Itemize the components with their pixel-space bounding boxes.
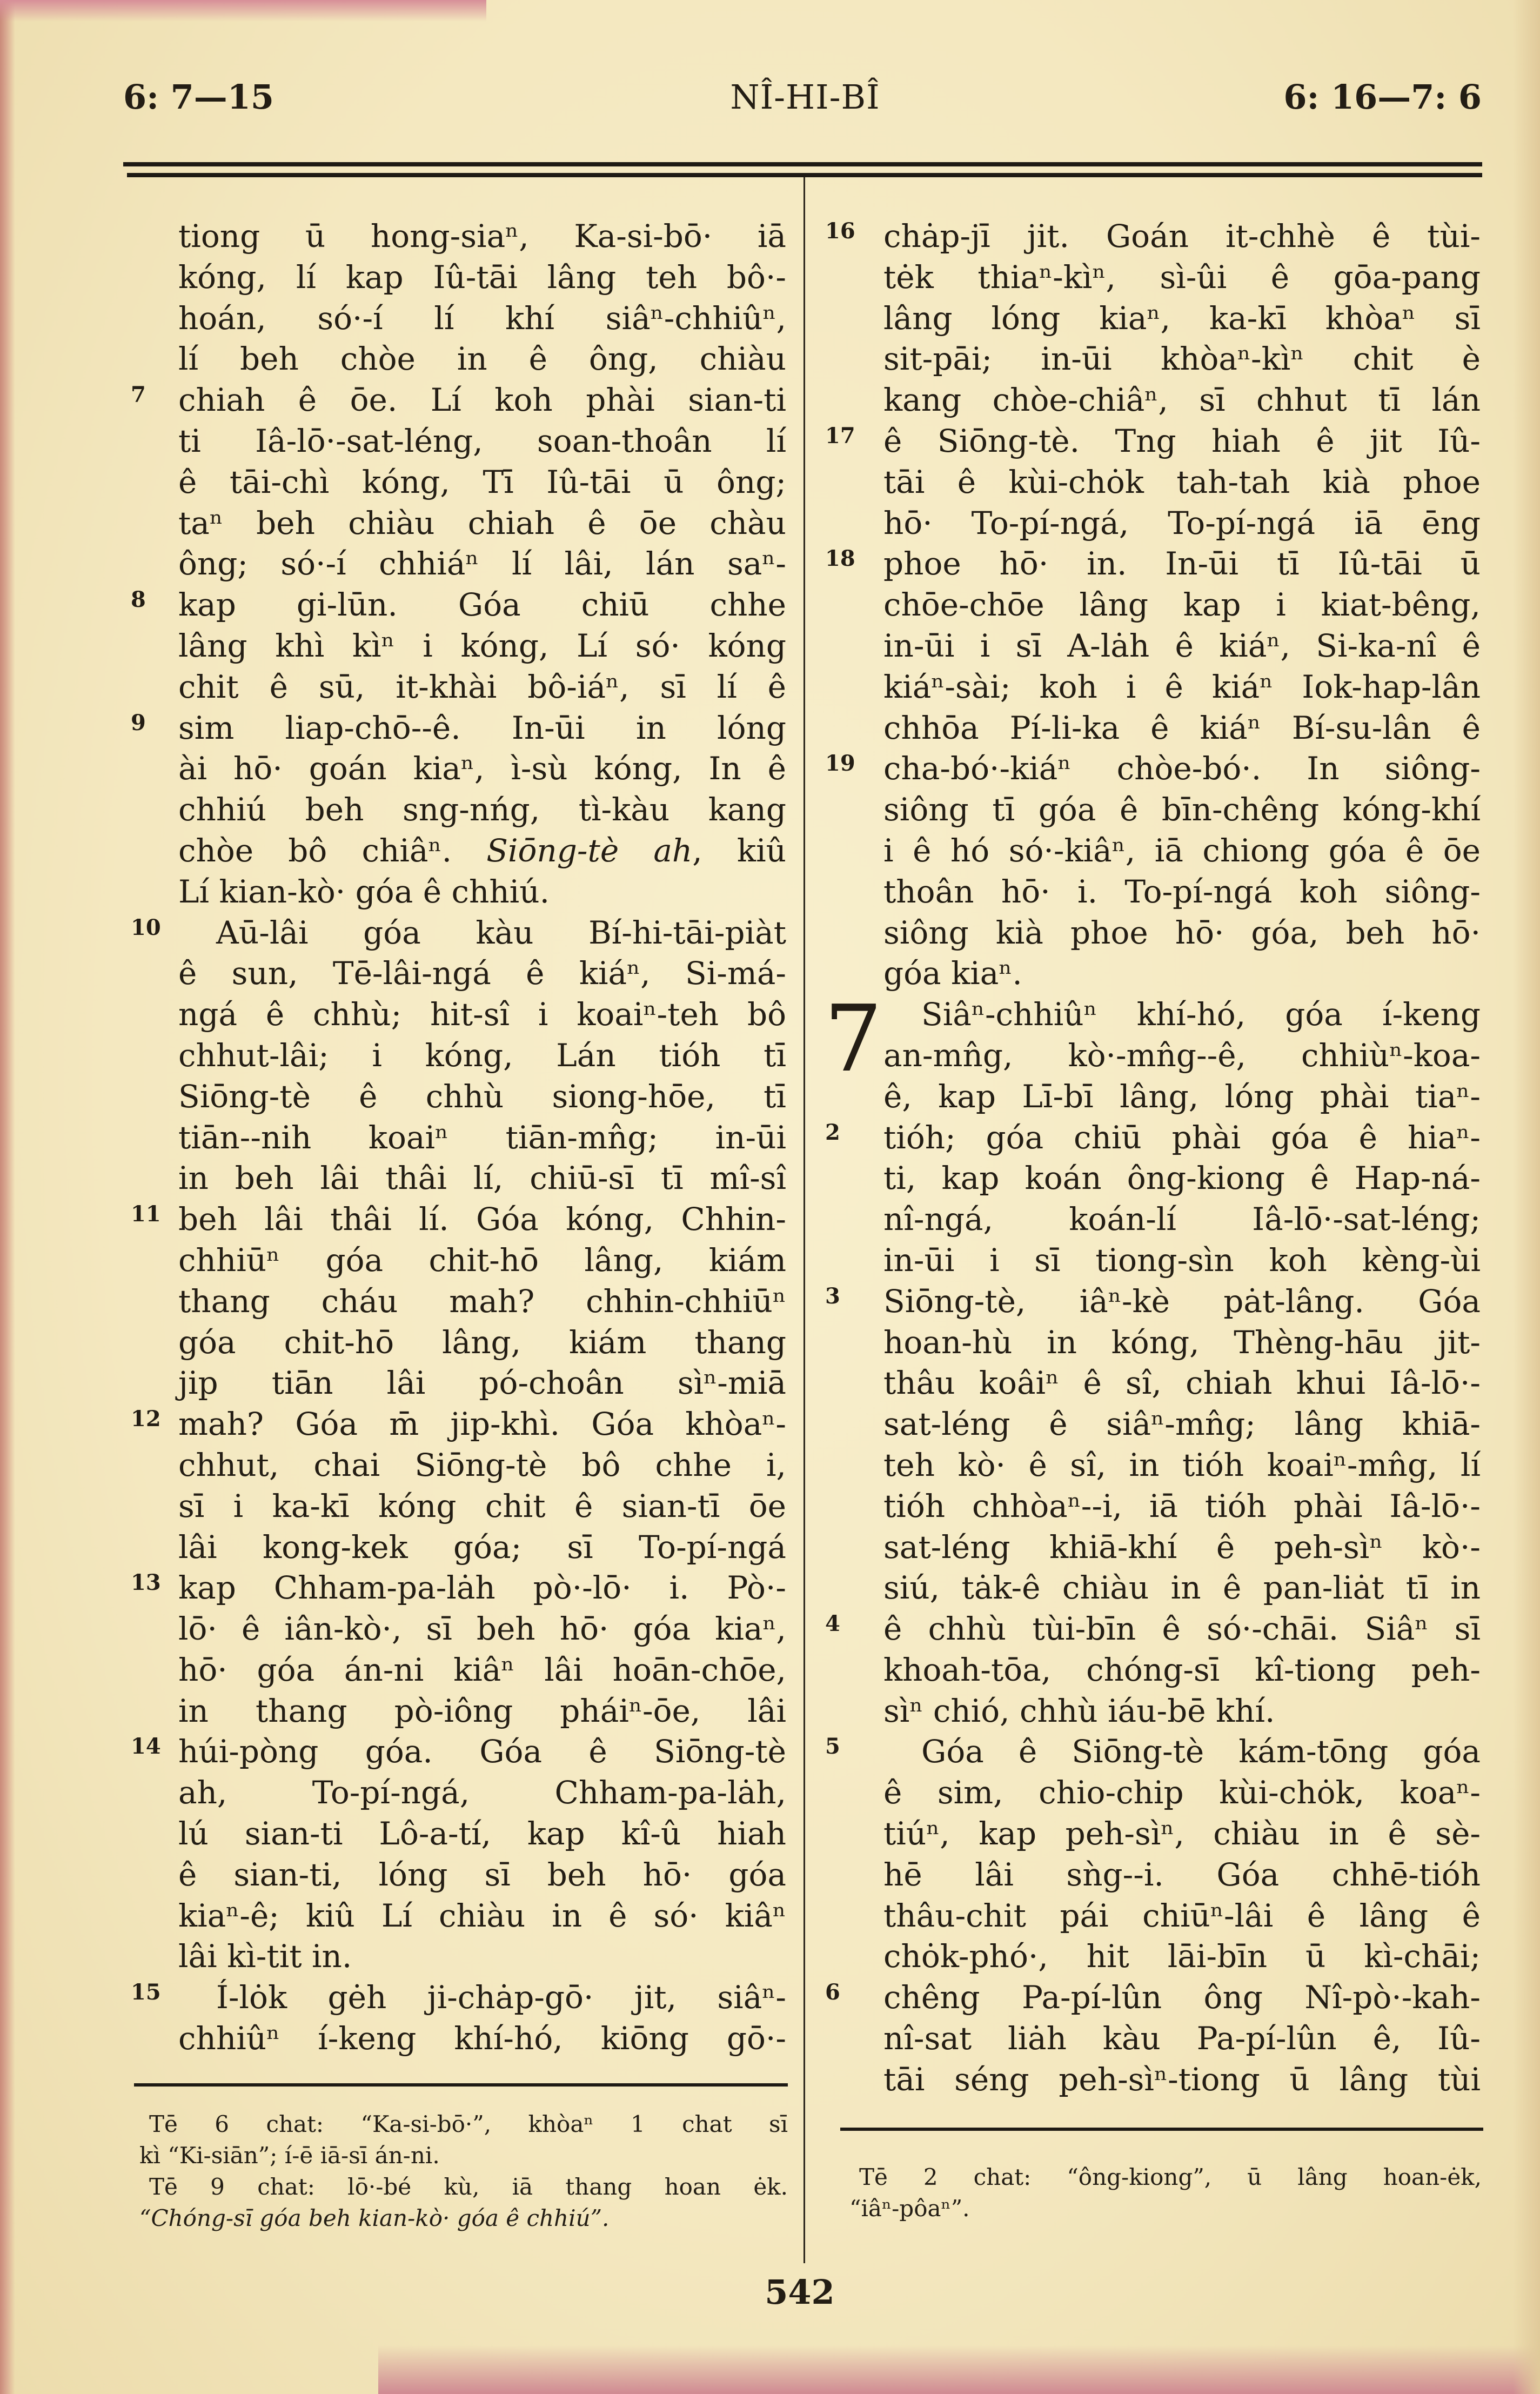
verse-number: 3	[825, 1283, 840, 1309]
line-text: góa chit-hō lâng, kiám thang	[178, 1323, 786, 1361]
text-line	[178, 667, 786, 708]
text-line	[825, 216, 1481, 257]
line-text: thang cháu mah? chhin-chhiūⁿ	[178, 1282, 786, 1320]
verse-number: 9	[131, 710, 146, 735]
text-line	[178, 1609, 786, 1650]
line-text: thâu koâiⁿ ê sî, chiah khui Iâ-lō·-	[883, 1365, 1481, 1402]
text-line	[178, 872, 786, 913]
text-line	[883, 667, 1481, 708]
text-line	[131, 585, 786, 626]
verse-number: 5	[825, 1734, 840, 1760]
text-line	[178, 1936, 786, 1977]
text-line	[883, 1486, 1481, 1527]
line-text: chhōa Pí-li-ka ê kiáⁿ Bí-su-lân ê	[883, 709, 1481, 746]
text-line	[883, 1568, 1481, 1609]
footnote-line: “iâⁿ-pôaⁿ”.	[849, 2195, 970, 2222]
text-line	[131, 380, 786, 421]
line-text: kiaⁿ-ê; kiû Lí chiàu in ê só· kiâⁿ	[178, 1897, 786, 1934]
left-text-column	[131, 216, 786, 2059]
line-text: mah? Góa m̄ jip-khì. Góa khòaⁿ-	[178, 1406, 786, 1443]
line-text: in-ūi i sī tiong-sìn koh kèng-ùi	[883, 1241, 1481, 1279]
line-text: kiáⁿ-sài; koh i ê kiáⁿ Iok-hap-lân	[883, 668, 1481, 705]
running-head-book-title: NÎ-HI-BÎ	[730, 77, 880, 117]
line-text: in beh lâi thâi lí, chiū-sī tī mî-sî	[178, 1160, 786, 1197]
text-line	[825, 1977, 1481, 2018]
line-text: góa kiaⁿ.	[883, 955, 1022, 992]
text-line	[883, 953, 1481, 994]
text-line	[131, 708, 786, 749]
line-text: sim liap-chō--ê. In-ūi in lóng	[178, 709, 786, 746]
text-line	[883, 298, 1481, 339]
footnote-line: Tē 2 chat: “ông-kiong”, ū lâng hoan-ėk,	[859, 2164, 1482, 2190]
text-line	[178, 544, 786, 585]
text-line	[178, 1281, 786, 1322]
footnote-line: “Chóng-sī góa beh kian-kò· góa ê chhiú”.	[139, 2205, 610, 2231]
line-text: thâu-chit pái chiūⁿ-lâi ê lâng ê	[883, 1897, 1481, 1934]
verse-number: 13	[131, 1570, 161, 1596]
footnote-line: kì “Ki-siān”; í-ē iā-sī án-ni.	[139, 2142, 440, 2169]
text-line	[131, 1404, 786, 1445]
line-text: sìⁿ chió, chhù iáu-bē khí.	[883, 1692, 1275, 1729]
text-line	[883, 585, 1481, 626]
text-line	[178, 1486, 786, 1527]
right-text-column	[824, 216, 1481, 2101]
line-text: ê, kap Lī-bī lâng, lóng phài tiaⁿ-	[883, 1078, 1481, 1115]
text-line	[883, 1855, 1481, 1896]
verse-number: 10	[131, 914, 161, 940]
running-head-right-reference: 6: 16—7: 6	[1283, 77, 1482, 117]
text-line	[883, 1158, 1481, 1199]
line-text: chhut, chai Siōng-tè bô chhe i,	[178, 1446, 786, 1483]
line-text: beh lâi thâi lí. Góa kóng, Chhin-	[178, 1201, 786, 1238]
text-line	[178, 1035, 786, 1076]
line-text: tiān--nih koaiⁿ tiān-mn̂g; in-ūi	[178, 1119, 786, 1156]
line-text: lō· ê iân-kò·, sī beh hō· góa kiaⁿ,	[178, 1610, 786, 1648]
text-line	[178, 257, 786, 298]
text-line	[178, 1076, 786, 1118]
header-double-rule-bottom	[127, 173, 1482, 177]
page-edge-stain-top	[0, 0, 486, 22]
text-line	[178, 1240, 786, 1281]
text-line	[178, 1773, 786, 1814]
line-text: ài hō· goán kiaⁿ, ì-sù kóng, In ê	[178, 750, 786, 787]
text-line	[883, 2018, 1481, 2059]
line-text: ông; só·-í chhiáⁿ lí lâi, lán saⁿ-	[178, 545, 786, 583]
verse-number: 15	[131, 1980, 161, 2005]
text-line	[131, 1199, 786, 1240]
line-text: ti Iâ-lō·-sat-léng, soan-thoân lí	[178, 422, 786, 459]
line-text: hoán, só·-í lí khí siâⁿ-chhiûⁿ,	[178, 299, 786, 337]
text-line	[178, 339, 786, 380]
line-text: sat-léng khiā-khí ê peh-sìⁿ kò·-	[883, 1528, 1481, 1566]
text-line	[178, 1691, 786, 1732]
text-line	[883, 790, 1481, 831]
line-text: thoân hō· i. To-pí-ngá koh siông-	[883, 873, 1481, 910]
text-line	[883, 1445, 1481, 1486]
text-line	[131, 1977, 786, 2018]
line-text: chȧp-jī jit. Goán it-chhè ê tùi-	[883, 218, 1481, 255]
line-text: ah, To-pí-ngá, Chham-pa-lȧh,	[178, 1774, 786, 1811]
footnote-line: Tē 6 chat: “Ka-si-bō·”, khòaⁿ 1 chat sī	[149, 2111, 788, 2137]
verse-number: 2	[825, 1119, 840, 1145]
line-text: Aū-lâi góa kàu Bí-hi-tāi-piàt	[216, 914, 786, 951]
line-text: lí beh chòe in ê ông, chiàu	[178, 340, 786, 378]
text-line	[883, 1691, 1481, 1732]
text-line	[883, 913, 1481, 954]
text-line	[883, 831, 1481, 872]
text-line	[825, 1609, 1481, 1650]
text-line	[178, 1814, 786, 1855]
text-line	[883, 380, 1481, 421]
text-line	[883, 1322, 1481, 1363]
line-text: ê sim, chio-chip kùi-chȯk, koaⁿ-	[883, 1774, 1481, 1811]
footnote-rule-left	[134, 2083, 788, 2087]
footnotes-right	[849, 2162, 1482, 2224]
text-line	[178, 2018, 786, 2059]
verse-number: 6	[825, 1980, 840, 2005]
line-text: siông tī góa ê bīn-chêng kóng-khí	[883, 791, 1481, 828]
text-line	[825, 1731, 1481, 1773]
line-text: nî-sat liȧh kàu Pa-pí-lûn ê, Iû-	[883, 2020, 1481, 2057]
line-text: Siōng-tè, iâⁿ-kè pȧt-lâng. Góa	[883, 1282, 1481, 1320]
line-text: nî-ngá, koán-lí Iâ-lō·-sat-léng;	[883, 1201, 1481, 1238]
text-line	[178, 1322, 786, 1363]
line-text: lâng lóng kiaⁿ, ka-kī khòaⁿ sī	[883, 299, 1481, 337]
line-text: chhiūⁿ góa chit-hō lâng, kiám	[178, 1241, 786, 1279]
line-text: chȯk-phó·, hit lāi-bīn ū kì-chāi;	[883, 1938, 1481, 1975]
line-text: chōe-chōe lâng kap i kiat-bêng,	[883, 586, 1481, 624]
text-line	[825, 1118, 1481, 1159]
line-text: i ê hó só·-kiâⁿ, iā chiong góa ê ōe	[883, 832, 1481, 869]
text-line	[178, 1158, 786, 1199]
line-text: kap gi-lūn. Góa chiū chhe	[178, 586, 786, 624]
verse-number: 18	[825, 546, 855, 572]
text-line	[178, 1118, 786, 1159]
text-line	[883, 1363, 1481, 1404]
line-text: ê chhù tùi-bīn ê só·-chāi. Siâⁿ sī	[883, 1610, 1481, 1648]
line-text: tėk thiaⁿ-kìⁿ, sì-ûi ê gōa-pang	[883, 258, 1481, 296]
line-text: cha-bó·-kiáⁿ chòe-bó·. In siông-	[883, 750, 1481, 787]
verse-number: 17	[825, 423, 855, 449]
text-line	[178, 1896, 786, 1937]
line-text: chhut-lâi; i kóng, Lán tióh tī	[178, 1036, 786, 1074]
text-line	[883, 1527, 1481, 1568]
text-line	[178, 1445, 786, 1486]
line-text: Siōng-tè ê chhù siong-hōe, tī	[178, 1078, 786, 1115]
text-line	[883, 2059, 1481, 2101]
verse-number: 4	[825, 1611, 840, 1637]
text-line	[883, 1076, 1481, 1118]
verse-number: 12	[131, 1406, 161, 1432]
verse-number: 11	[131, 1201, 161, 1227]
line-text: hō· To-pí-ngá, To-pí-ngá iā ēng	[883, 504, 1481, 541]
line-text: siú, tȧk-ê chiàu in ê pan-liȧt tī in	[883, 1569, 1481, 1607]
line-text: teh kò· ê sî, in tióh koaiⁿ-mn̂g, lí	[883, 1446, 1481, 1483]
line-text: hē lâi sǹg--i. Góa chhē-tióh	[883, 1856, 1481, 1893]
text-line	[131, 1731, 786, 1773]
text-line	[178, 1527, 786, 1568]
line-text: Siâⁿ-chhiûⁿ khí-hó, góa í-keng	[921, 996, 1481, 1033]
line-text: tiong ū hong-siaⁿ, Ka-si-bō· iā	[178, 218, 786, 255]
chapter-number: 7	[824, 986, 883, 1093]
header-double-rule-top	[123, 162, 1482, 166]
text-line	[178, 626, 786, 667]
line-text: lâi kì-tit in.	[178, 1938, 352, 1975]
verse-number: 16	[825, 218, 855, 244]
line-text: khoah-tōa, chóng-sī kî-tiong peh-	[883, 1651, 1481, 1688]
text-line	[883, 872, 1481, 913]
text-line	[825, 421, 1481, 462]
line-text: Lí kian-kò· góa ê chhiú.	[178, 873, 550, 910]
text-line	[178, 790, 786, 831]
text-line	[178, 1650, 786, 1691]
verse-number: 14	[131, 1734, 161, 1760]
text-line	[131, 913, 786, 954]
page-number: 542	[765, 2272, 835, 2312]
line-text: ngá ê chhù; hit-sî i koaiⁿ-teh bô	[178, 996, 786, 1033]
line-text: phoe hō· in. In-ūi tī Iû-tāi ū	[883, 545, 1481, 583]
line-text: kóng, lí kap Iû-tāi lâng teh bô·-	[178, 258, 786, 296]
text-line	[883, 503, 1481, 544]
line-text: húi-pòng góa. Góa ê Siōng-tè	[178, 1733, 786, 1770]
line-text: Góa ê Siōng-tè kám-tōng góa	[921, 1733, 1481, 1770]
text-line	[883, 708, 1481, 749]
verse-number: 19	[825, 751, 855, 777]
text-line	[883, 257, 1481, 298]
text-line	[883, 1936, 1481, 1977]
text-line	[825, 544, 1481, 585]
footnote-rule-right	[840, 2128, 1483, 2131]
text-line	[883, 339, 1481, 380]
running-head-left-reference: 6: 7—15	[123, 77, 274, 117]
line-text: tiúⁿ, kap peh-sìⁿ, chiàu in ê sè-	[883, 1815, 1481, 1853]
line-text: chit ê sū, it-khài bô-iáⁿ, sī lí ê	[178, 668, 786, 705]
line-text: lâng khì kìⁿ i kóng, Lí só· kóng	[178, 627, 786, 664]
line-text: tióh chhòaⁿ--i, iā tióh phài Iâ-lō·-	[883, 1487, 1481, 1524]
text-line	[883, 1896, 1481, 1937]
footnote-line: Tē 9 chat: lō·-bé kù, iā thang hoan ėk.	[149, 2174, 788, 2200]
column-divider	[804, 177, 805, 2263]
text-line	[883, 1240, 1481, 1281]
text-line	[883, 626, 1481, 667]
text-line	[883, 1650, 1481, 1691]
line-text: tióh; góa chiū phài góa ê hiaⁿ-	[883, 1119, 1481, 1156]
page-edge-stain-bottom	[378, 2345, 1540, 2394]
line-text: kap Chham-pa-lȧh pò·-lō· i. Pò·-	[178, 1569, 786, 1607]
text-line	[131, 1568, 786, 1609]
line-text: tāi ê kùi-chȯk tah-tah kià phoe	[883, 463, 1481, 500]
line-text: kang chòe-chiâⁿ, sī chhut tī lán	[883, 382, 1481, 419]
line-text: ê Siōng-tè. Tng hiah ê jit Iû-	[883, 422, 1481, 459]
text-line	[883, 1814, 1481, 1855]
text-line	[178, 831, 786, 872]
page-edge-shadow-right	[1513, 0, 1540, 2394]
line-text: chòe bô chiâⁿ. Siōng-tè ah, kiû	[178, 832, 786, 869]
line-text: ti, kap koán ông-kiong ê Hap-ná-	[883, 1160, 1481, 1197]
page-edge-stain-left	[0, 0, 15, 2394]
line-text: hoan-hù in kóng, Thèng-hāu jit-	[883, 1323, 1481, 1361]
line-text: siông kià phoe hō· góa, beh hō·	[883, 914, 1481, 951]
line-text: in thang pò-iông pháiⁿ-ōe, lâi	[178, 1692, 786, 1729]
text-line	[178, 503, 786, 544]
verse-number: 8	[131, 587, 146, 613]
line-text: sit-pāi; in-ūi khòaⁿ-kìⁿ chit è	[883, 340, 1481, 378]
text-line	[883, 1773, 1481, 1814]
line-text: taⁿ beh chiàu chiah ê ōe chàu	[178, 504, 786, 541]
line-text: hō· góa án-ni kiâⁿ lâi hoān-chōe,	[178, 1651, 786, 1688]
text-line	[883, 1035, 1481, 1076]
line-text: Í-lȯk gėh ji-chȧp-gō· jit, siâⁿ-	[216, 1979, 786, 2016]
line-text: chêng Pa-pí-lûn ông Nî-pò·-kah-	[883, 1979, 1481, 2016]
text-line	[883, 1404, 1481, 1445]
line-text: sī i ka-kī kóng chit ê sian-tī ōe	[178, 1487, 786, 1524]
text-line	[883, 462, 1481, 503]
line-text: lú sian-ti Lô-a-tí, kap kî-û hiah	[178, 1815, 786, 1853]
text-line	[178, 1363, 786, 1404]
text-line	[178, 298, 786, 339]
line-text: an-mn̂g, kò·-mn̂g--ê, chhiùⁿ-koa-	[883, 1036, 1481, 1074]
line-text: sat-léng ê siâⁿ-mn̂g; lâng khiā-	[883, 1406, 1481, 1443]
line-text: tāi séng peh-sìⁿ-tiong ū lâng tùi	[883, 2061, 1481, 2098]
text-line	[178, 462, 786, 503]
line-text: ê tāi-chì kóng, Tī Iû-tāi ū ông;	[178, 463, 786, 500]
text-line	[825, 748, 1481, 790]
verse-number: 7	[131, 382, 146, 408]
footnotes-left	[139, 2109, 788, 2234]
text-line	[178, 748, 786, 790]
line-text: ê sun, Tē-lâi-ngá ê kiáⁿ, Si-má-	[178, 955, 786, 992]
text-line	[883, 1199, 1481, 1240]
line-text: jip tiān lâi pó-choân sìⁿ-miā	[178, 1365, 786, 1402]
text-line	[178, 216, 786, 257]
line-text: chhiú beh sng-nńg, tì-kàu kang	[178, 791, 786, 828]
line-text: lâi kong-kek góa; sī To-pí-ngá	[178, 1528, 786, 1566]
text-line	[825, 1281, 1481, 1322]
text-line	[178, 994, 786, 1035]
text-line	[178, 953, 786, 994]
line-text: chiah ê ōe. Lí koh phài sian-ti	[178, 382, 786, 419]
line-text: in-ūi i sī A-lȧh ê kiáⁿ, Si-ka-nî ê	[883, 627, 1481, 664]
text-line	[178, 421, 786, 462]
line-text: chhiûⁿ í-keng khí-hó, kiōng gō·-	[178, 2020, 786, 2057]
line-text: ê sian-ti, lóng sī beh hō· góa	[178, 1856, 786, 1893]
text-line	[178, 1855, 786, 1896]
